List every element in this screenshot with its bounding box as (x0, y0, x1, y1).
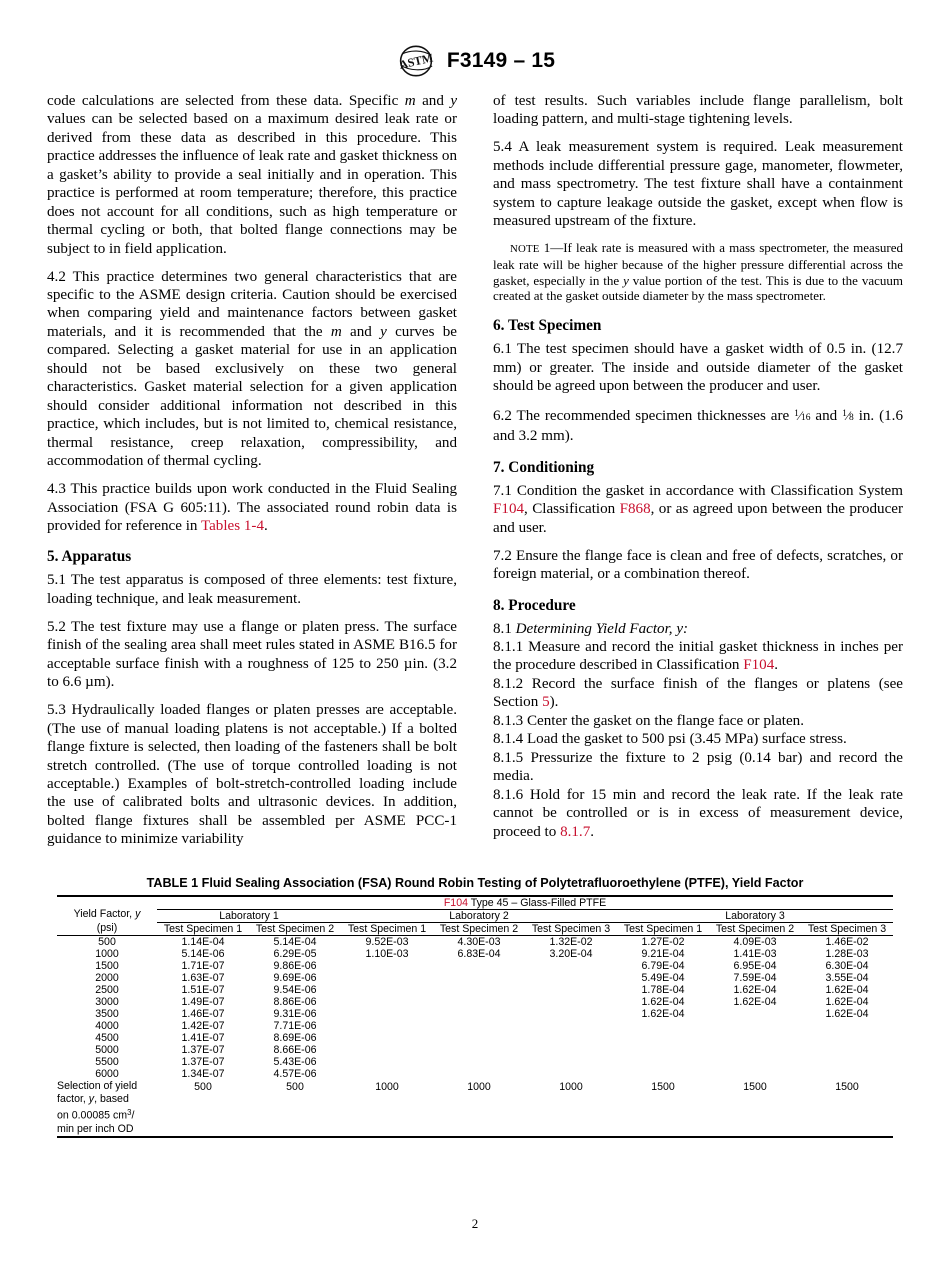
cell-leak-rate: 8.66E-06 (273, 1044, 317, 1056)
cell-leak-rate (525, 1020, 617, 1032)
cell-leak-rate: 4.57E-06 (273, 1068, 317, 1080)
cell-leak-rate: 1.63E-07 (181, 972, 225, 984)
cell-leak-rate: 1.37E-07 (181, 1056, 225, 1068)
table-1-specimen-row (57, 923, 893, 936)
cell-selected-yield (157, 1106, 249, 1123)
cell-leak-rate: 1.62E-04 (825, 984, 869, 996)
cell-leak-rate (525, 1008, 617, 1020)
cell-leak-rate: 1.62E-04 (825, 996, 869, 1008)
cell-leak-rate: 1.10E-03 (365, 948, 409, 960)
table-row (57, 996, 893, 1008)
cell-selected-yield (617, 1106, 709, 1123)
cell-leak-rate (341, 1032, 433, 1044)
cell-leak-rate: 1.41E-07 (181, 1032, 225, 1044)
cell-selected-yield (249, 1106, 341, 1123)
table-row (57, 936, 893, 949)
cell-selected-yield (525, 1123, 617, 1137)
stub-header-line1: Yield Factor, y (73, 908, 141, 920)
cell-leak-rate: 1.62E-04 (733, 984, 777, 996)
cell-selected-yield: 500 (194, 1081, 212, 1094)
para-5-3-continued: of test results. Such variables include flange parallelism, bolt loading pattern, and multi-stage tightening levels. (493, 93, 903, 128)
para-8-1-1: 8.1.1 Measure and record the initial gasket thickness in inches per the procedure described in Classification F104. (493, 639, 903, 674)
svg-text:ASTM: ASTM (397, 50, 435, 72)
lab-group-2-header: Laboratory 2 (341, 910, 617, 923)
cell-leak-rate (341, 1044, 433, 1056)
cell-leak-rate (709, 1044, 801, 1056)
para-8-1: 8.1 Determining Yield Factor, y: (493, 620, 689, 637)
cell-leak-rate: 3.55E-04 (825, 972, 869, 984)
para-8-1-3: 8.1.3 Center the gasket on the flange face or platen. (493, 712, 804, 729)
cell-leak-rate (525, 984, 617, 996)
col-header-lab1-spec1: Test Specimen 1 (157, 923, 249, 936)
cell-selected-yield (433, 1123, 525, 1137)
table-row (57, 1032, 893, 1044)
cell-selected-yield (433, 1093, 525, 1106)
cell-selected-yield: 1500 (743, 1081, 767, 1094)
cell-leak-rate: 9.21E-04 (641, 948, 685, 960)
selection-row (57, 1093, 893, 1106)
table-row (57, 960, 893, 972)
cell-selected-yield (709, 1093, 801, 1106)
cell-selected-yield: 500 (286, 1081, 304, 1094)
table-row (57, 1044, 893, 1056)
cell-leak-rate: 1.51E-07 (181, 984, 225, 996)
cell-selected-yield: 1500 (835, 1081, 859, 1094)
table-row (57, 1020, 893, 1032)
cell-leak-rate: 9.31E-06 (273, 1008, 317, 1020)
selection-row (57, 1123, 893, 1137)
cell-selected-yield (249, 1123, 341, 1137)
table-1-container (57, 876, 893, 1138)
cell-selected-yield: 1000 (467, 1081, 491, 1094)
cell-leak-rate (433, 1044, 525, 1056)
para-7-2: 7.2 Ensure the flange face is clean and free of defects, scratches, or foreign material, or a combination thereof. (493, 547, 903, 583)
heading-6-test-specimen: 6. Test Specimen (493, 317, 602, 335)
selection-label-line: on 0.00085 $cm^3/$ (57, 1108, 135, 1122)
cell-yield-factor: 500 (57, 936, 157, 949)
col-header-lab2-spec2: Test Specimen 2 (433, 923, 525, 936)
cell-selected-yield (801, 1106, 893, 1123)
cell-leak-rate: 6.79E-04 (641, 960, 685, 972)
cell-leak-rate: 8.86E-06 (273, 996, 317, 1008)
astm-logo-icon (395, 44, 437, 78)
cell-selected-yield (709, 1106, 801, 1123)
cell-selected-yield (157, 1093, 249, 1106)
selection-label-line: Selection of yield (57, 1080, 138, 1092)
material-link-f104[interactable]: F104 (443, 897, 468, 909)
cell-leak-rate: 1.62E-04 (825, 1008, 869, 1020)
selection-row (57, 1106, 893, 1123)
table-1-lab-row (57, 910, 893, 923)
cell-leak-rate: 1.32E-02 (525, 936, 617, 949)
cell-leak-rate: 4.30E-03 (433, 936, 525, 949)
cell-leak-rate (525, 1056, 617, 1068)
table-1-caption: TABLE 1 Fluid Sealing Association (FSA) Round Robin Testing of Polytetrafluoroethylene (PTFE), Yield Factor (146, 876, 804, 890)
table-1-head (57, 896, 893, 936)
para-4-3: 4.3 This practice builds upon work conducted in the Fluid Sealing Association (FSA G 605:11). The associated round robin data is provided for reference in Tables 1-4. (47, 481, 457, 534)
para-7-1: 7.1 Condition the gasket in accordance with Classification System F104, Classification F868, or as agreed upon between the producer and user. (493, 482, 903, 536)
cell-leak-rate (433, 1056, 525, 1068)
para-5-4: 5.4 A leak measurement system is required. Leak measurement methods include differential pressure gage, manometer, flowmeter, and mass spectrometry. The test fixture shall have a containment system to capture leakage outside the gasket, except when flow is measured upstream of the fixture. (493, 139, 903, 230)
cell-leak-rate: 9.86E-06 (273, 960, 317, 972)
cell-yield-factor: 1500 (95, 960, 119, 972)
table-row (57, 1068, 893, 1080)
cell-leak-rate (525, 960, 617, 972)
cell-leak-rate (617, 1032, 709, 1044)
cell-leak-rate: 1.62E-04 (641, 996, 685, 1008)
cell-leak-rate (801, 1044, 893, 1056)
cell-leak-rate: 3.20E-04 (549, 948, 593, 960)
stub-header-line2: (psi) (96, 922, 118, 934)
cell-leak-rate (801, 1068, 893, 1080)
cell-yield-factor: 3500 (95, 1008, 119, 1020)
cell-leak-rate: 5.14E-06 (181, 948, 225, 960)
stub-header-cell (57, 896, 157, 936)
para-6-2: 6.2 The recommended specimen thicknesses are $^1$⁄16 and $^1$⁄8 in. (1.6 and 3.2 mm). (493, 407, 903, 445)
cell-yield-factor: 4000 (95, 1020, 119, 1032)
cell-leak-rate: 4.09E-03 (709, 936, 801, 949)
cell-leak-rate (709, 1020, 801, 1032)
cell-leak-rate (341, 1008, 433, 1020)
para-6-1: 6.1 The test specimen should have a gasket width of 0.5 in. (12.7 mm) or greater. The inside and outside diameter of the gasket should be agreed upon between the producer and user. (493, 341, 903, 394)
para-4-1-continued: code calculations are selected from these data. Specific m and y values can be selected based on a maximum desired leak rate or derived from these data as described in this procedure. This practice addresses the influence of leak rate and gasket thickness on a gasket’s ability to provide a seal initially and in operation. This practice is performed at room temperature; therefore, this practice does not account for all conditions, such as high temperature or thermal cycling or both, that bolted flange connections may be subject to in field application. (47, 93, 458, 257)
cell-leak-rate: 6.83E-04 (457, 948, 501, 960)
cell-leak-rate: 9.54E-06 (273, 984, 317, 996)
cell-leak-rate (341, 1068, 433, 1080)
cell-leak-rate (341, 1020, 433, 1032)
para-8-1-5: 8.1.5 Pressurize the fixture to 2 psig (0.14 bar) and record the media. (493, 749, 903, 785)
cell-leak-rate: 1.14E-04 (157, 936, 249, 949)
cell-selected-yield (801, 1093, 893, 1106)
cell-leak-rate (709, 1008, 801, 1020)
left-column (47, 92, 457, 849)
cell-selected-yield (617, 1093, 709, 1106)
cell-leak-rate: 1.42E-07 (181, 1020, 225, 1032)
cell-leak-rate (525, 1068, 617, 1080)
cell-leak-rate (433, 1068, 525, 1080)
cell-selected-yield (801, 1123, 893, 1137)
cell-leak-rate: 7.59E-04 (733, 972, 777, 984)
cell-yield-factor: 5000 (95, 1044, 119, 1056)
cell-leak-rate: 1.37E-07 (181, 1044, 225, 1056)
cell-leak-rate: 5.14E-04 (249, 936, 341, 949)
cell-selected-yield (709, 1123, 801, 1137)
cell-yield-factor: 4500 (95, 1032, 119, 1044)
cell-leak-rate: 1.78E-04 (641, 984, 685, 996)
table-row (57, 984, 893, 996)
cell-leak-rate (525, 972, 617, 984)
cell-yield-factor: 6000 (95, 1068, 119, 1080)
table-row (57, 948, 893, 960)
cell-leak-rate (341, 984, 433, 996)
cell-leak-rate (433, 960, 525, 972)
material-header-cell (157, 896, 893, 910)
cell-leak-rate: 1.46E-02 (801, 936, 893, 949)
table-row (57, 972, 893, 984)
cell-selected-yield (157, 1123, 249, 1137)
lab-group-1-header: Laboratory 1 (157, 910, 341, 923)
table-1 (57, 895, 893, 1138)
para-8-1-6: 8.1.6 Hold for 15 min and record the leak rate. If the leak rate cannot be controlled or is in excess of measurement device, proceed to 8.1.7. (493, 786, 903, 840)
cell-leak-rate (525, 1032, 617, 1044)
cell-leak-rate: 1.34E-07 (181, 1068, 225, 1080)
para-5-3: 5.3 Hydraulically loaded flanges or platen presses are acceptable. (The use of manual loading platens is not acceptable.) If a bolted flange fixture is selected, then loading of the fasteners shall be bolt stretch controlled. (The use of torque controlled loading is not acceptable.) Examples of bolt-stretch-controlled loading include the use of calibrated bolts and ultrasonic devices. In addition, bolted flange fixtures shall be assembled per ASME PCC-1 guidance to minimize variability (47, 702, 457, 848)
cell-leak-rate: 7.71E-06 (273, 1020, 317, 1032)
cell-leak-rate: 1.27E-02 (617, 936, 709, 949)
cell-selected-yield (341, 1123, 433, 1137)
col-header-lab3-spec1: Test Specimen 1 (617, 923, 709, 936)
cell-selected-yield (249, 1093, 341, 1106)
cell-leak-rate (709, 1056, 801, 1068)
cell-yield-factor: 1000 (95, 948, 119, 960)
cell-leak-rate (341, 996, 433, 1008)
cell-selected-yield (617, 1123, 709, 1137)
cell-leak-rate (433, 984, 525, 996)
heading-7-conditioning: 7. Conditioning (493, 458, 595, 476)
cell-leak-rate: 6.30E-04 (825, 960, 869, 972)
body-columns (47, 92, 903, 849)
heading-5-apparatus: 5. Apparatus (47, 548, 132, 566)
cell-leak-rate (433, 972, 525, 984)
cell-selected-yield (341, 1093, 433, 1106)
note-1: NOTE 1—If leak rate is measured with a mass spectrometer, the measured leak rate will be higher because of the higher pressure differential across the gasket, especially in the y value portion of the test. This is due to the vacuum created at the gasket outside diameter by the mass spectrometer. (493, 239, 903, 304)
cell-leak-rate: 9.52E-03 (341, 936, 433, 949)
cell-leak-rate: 1.62E-04 (733, 996, 777, 1008)
cell-leak-rate (341, 972, 433, 984)
cell-selected-yield (525, 1093, 617, 1106)
para-8-1-2: 8.1.2 Record the surface finish of the flanges or platens (see Section 5). (493, 675, 903, 711)
cell-leak-rate (709, 1032, 801, 1044)
cell-leak-rate (341, 1056, 433, 1068)
table-row (57, 1056, 893, 1068)
cell-leak-rate: 1.62E-04 (641, 1008, 685, 1020)
para-5-2: 5.2 The test fixture may use a flange or platen press. The surface finish of the sealing area shall meet rules stated in ASME B16.5 for acceptable surface finish with a roughness of 125 to 250 µin. (3.2 to 6.6 µm). (47, 618, 457, 691)
table-row (57, 1008, 893, 1020)
cell-selected-yield: 1000 (559, 1081, 583, 1094)
cell-leak-rate: 1.49E-07 (181, 996, 225, 1008)
cell-leak-rate (433, 996, 525, 1008)
cell-leak-rate (433, 1008, 525, 1020)
cell-leak-rate: 8.69E-06 (273, 1032, 317, 1044)
cell-leak-rate (617, 1044, 709, 1056)
selection-row (57, 1080, 893, 1093)
cell-leak-rate: 5.49E-04 (641, 972, 685, 984)
para-5-1: 5.1 The test apparatus is composed of three elements: test fixture, loading technique, and leak measurement. (47, 572, 457, 607)
cell-leak-rate (525, 996, 617, 1008)
cell-leak-rate (617, 1056, 709, 1068)
para-4-2: 4.2 This practice determines two general characteristics that are specific to the ASME design criteria. Caution should be exercised when comparing yield and maintenance factors between gasket materials, and it is recommended that the m and y curves be compared. Selecting a gasket material for use in an application should not be based exclusively on these two general characteristics. Gasket material selection for a given application should consider additional information not described in this practice, which includes, but is not limited to, chemical resistance, thermal resistance, creep relaxation, compressibility, and accommodation of thermal cycling. (47, 268, 458, 470)
cell-selected-yield: 1500 (651, 1081, 675, 1094)
heading-8-procedure: 8. Procedure (493, 596, 576, 614)
cell-selected-yield (433, 1106, 525, 1123)
col-header-lab3-spec2: Test Specimen 2 (709, 923, 801, 936)
cell-selected-yield (525, 1106, 617, 1123)
cell-leak-rate: 1.41E-03 (733, 948, 777, 960)
cell-leak-rate (617, 1020, 709, 1032)
selection-label-line: factor, y, based (57, 1093, 129, 1106)
cell-leak-rate (341, 960, 433, 972)
standard-designation: F3149 – 15 (446, 49, 556, 72)
col-header-lab3-spec3: Test Specimen 3 (801, 923, 893, 936)
cell-leak-rate (525, 1044, 617, 1056)
para-8-1-4: 8.1.4 Load the gasket to 500 psi (3.45 MPa) surface stress. (493, 731, 847, 748)
cell-leak-rate: 1.46E-07 (181, 1008, 225, 1020)
cell-leak-rate: 9.69E-06 (273, 972, 317, 984)
col-header-lab1-spec2: Test Specimen 2 (249, 923, 341, 936)
cell-leak-rate (801, 1032, 893, 1044)
cell-leak-rate (433, 1032, 525, 1044)
right-column (493, 92, 903, 849)
cell-leak-rate (709, 1068, 801, 1080)
table-1-material-row (57, 896, 893, 910)
cell-leak-rate (801, 1056, 893, 1068)
cell-yield-factor: 5500 (95, 1056, 119, 1068)
cell-yield-factor: 3000 (95, 996, 119, 1008)
cell-leak-rate (801, 1020, 893, 1032)
cell-leak-rate: 5.43E-06 (273, 1056, 317, 1068)
page-number: 2 (471, 1216, 479, 1231)
cell-leak-rate: 6.29E-05 (273, 948, 317, 960)
lab-group-3-header: Laboratory 3 (617, 910, 893, 923)
cell-yield-factor: 2000 (95, 972, 119, 984)
page-header (0, 44, 950, 78)
cell-selected-yield: 1000 (375, 1081, 399, 1094)
cell-leak-rate: 1.71E-07 (181, 960, 225, 972)
material-header-rest: Type 45 – Glass-Filled PTFE (467, 897, 607, 909)
cell-leak-rate: 6.95E-04 (733, 960, 777, 972)
selection-label-line: min per inch OD (57, 1123, 157, 1137)
col-header-lab2-spec1: Test Specimen 1 (341, 923, 433, 936)
cell-yield-factor: 2500 (95, 984, 119, 996)
col-header-lab2-spec3: Test Specimen 3 (525, 923, 617, 936)
cell-selected-yield (341, 1106, 433, 1123)
cell-leak-rate: 1.28E-03 (825, 948, 869, 960)
cell-leak-rate (433, 1020, 525, 1032)
cell-leak-rate (617, 1068, 709, 1080)
table-1-body (57, 936, 893, 1138)
